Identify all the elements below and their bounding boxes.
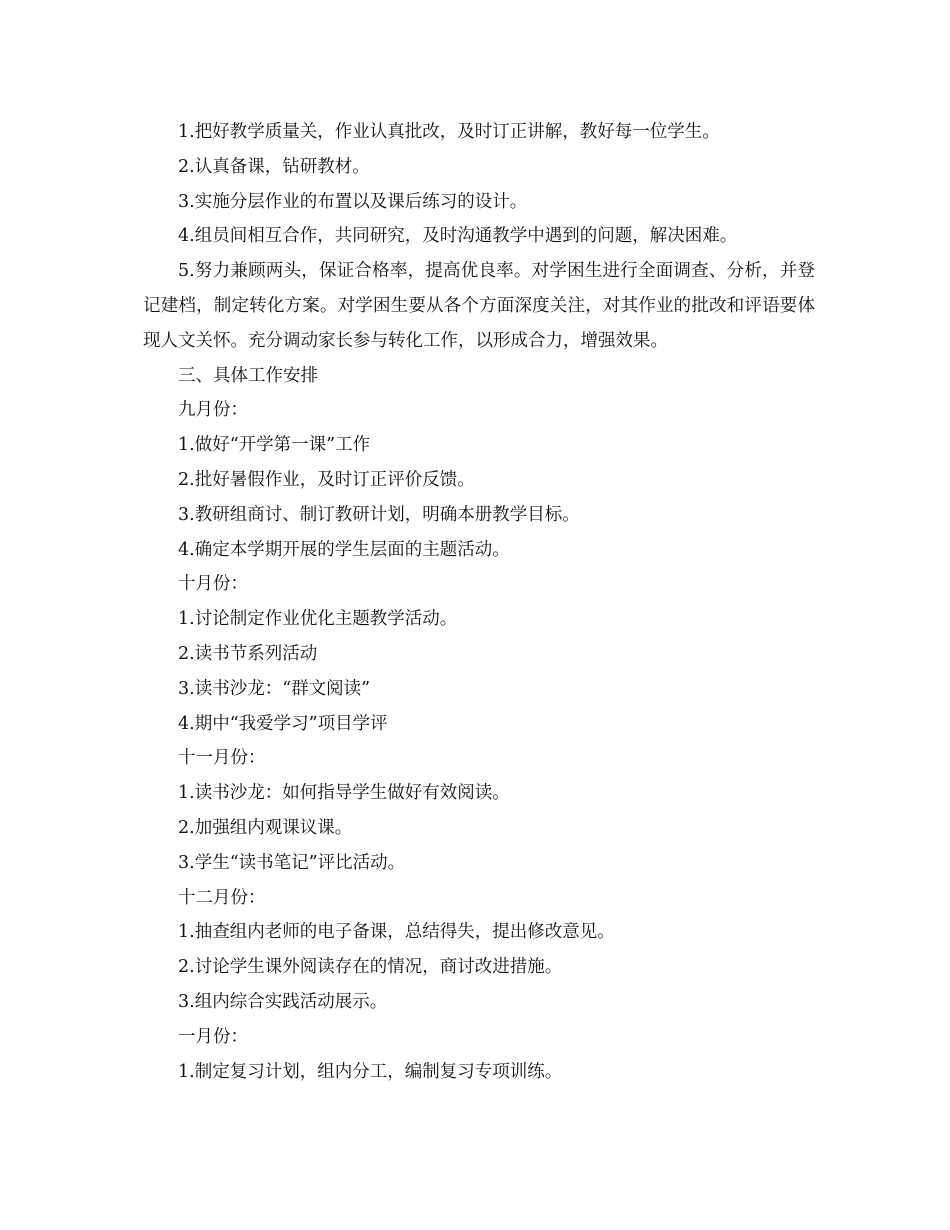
month-heading-september: 九月份： (178, 400, 248, 421)
list-item: 1.制定复习计划，组内分工，编制复习专项训练。 (178, 1061, 563, 1082)
list-item: 2.讨论学生课外阅读存在的情况，商讨改进措施。 (178, 957, 563, 978)
list-item: 3.教研组商讨、制订教研计划，明确本册教学目标。 (178, 504, 580, 525)
list-item: 3.学生“读书笔记”评比活动。 (178, 852, 406, 873)
list-item: 1.做好“开学第一课”工作 (178, 435, 371, 456)
paragraph-goal-3: 3.实施分层作业的布置以及课后练习的设计。 (178, 191, 528, 212)
list-item: 3.组内综合实践活动展示。 (178, 991, 388, 1012)
month-heading-november: 十一月份： (178, 748, 266, 769)
paragraph-goal-5: 5.努力兼顾两头，保证合格率，提高优良率。对学困生进行全面调查、分析，并登记建档，制定转化方案。对学困生要从各个方面深度关注，对其作业的批改和评语要体现人文关怀。充分调动家长参与转化工作，以形成合力，增强效果。 (143, 261, 815, 351)
paragraph-goal-1: 1.把好教学质量关，作业认真批改，及时订正讲解，教好每一位学生。 (178, 122, 720, 142)
list-item: 1.讨论制定作业优化主题教学活动。 (178, 609, 458, 630)
list-item: 3.读书沙龙：“群文阅读” (178, 678, 371, 699)
section-heading: 三、具体工作安排 (178, 365, 318, 386)
paragraph-goal-4: 4.组员间相互合作，共同研究，及时沟通教学中遇到的问题，解决困难。 (178, 226, 738, 247)
month-heading-october: 十月份： (178, 574, 248, 595)
list-item: 2.加强组内观课议课。 (178, 817, 353, 838)
list-item: 1.读书沙龙：如何指导学生做好有效阅读。 (178, 783, 510, 804)
month-heading-december: 十二月份： (178, 887, 266, 908)
list-item: 2.读书节系列活动 (178, 643, 318, 664)
document-body (143, 115, 815, 1089)
list-item: 1.抽查组内老师的电子备课，总结得失，提出修改意见。 (178, 922, 615, 943)
list-item: 4.确定本学期开展的学生层面的主题活动。 (178, 539, 510, 560)
list-item: 2.批好暑假作业，及时订正评价反馈。 (178, 469, 475, 490)
paragraph-goal-2: 2.认真备课，钻研教材。 (178, 156, 370, 177)
month-heading-january: 一月份： (178, 1026, 248, 1047)
list-item: 4.期中“我爱学习”项目学评 (178, 713, 388, 734)
